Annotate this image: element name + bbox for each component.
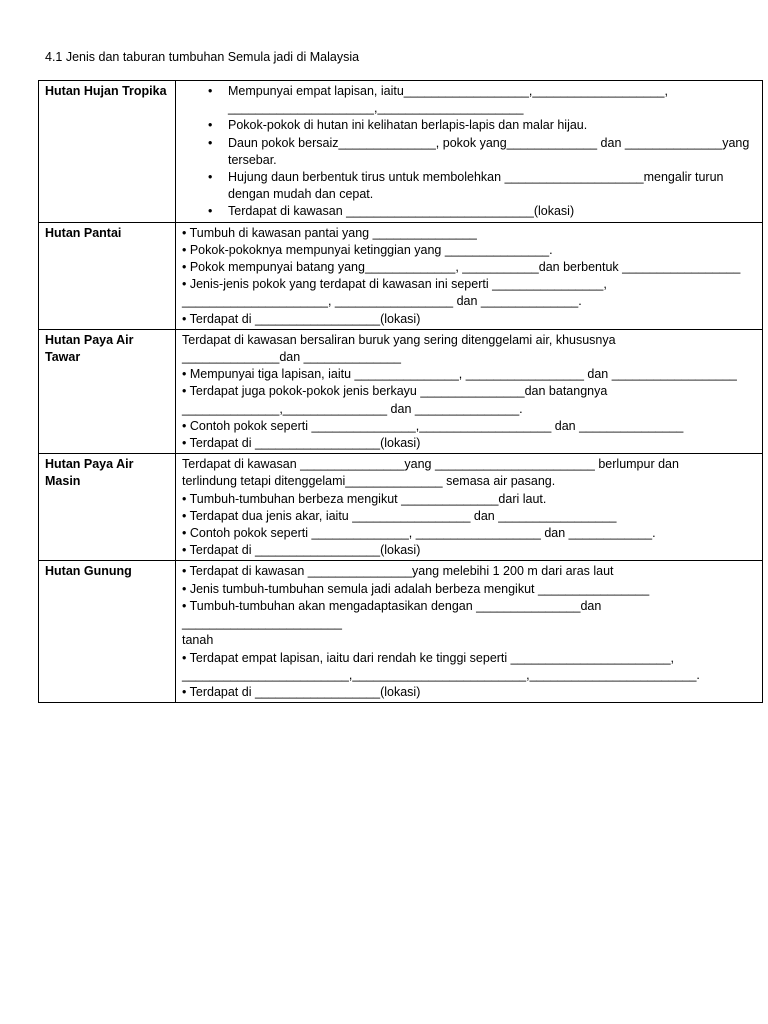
row-content — [176, 81, 763, 223]
content-line: • Terdapat di kawasan _______________yang melebihi 1 200 m dari aras laut — [182, 564, 614, 579]
content-line: ________________________,_________________________,________________________. — [182, 667, 700, 682]
row-label: Hutan Hujan Tropika — [39, 81, 176, 223]
table-row-hutan-gunung — [39, 561, 763, 703]
list-item-text: Mempunyai empat lapisan, iaitu__________________,___________________, — [228, 84, 668, 98]
content-line: • Contoh pokok seperti ______________, __________________ dan ____________. — [182, 526, 656, 541]
list-item-text: Daun pokok bersaiz______________, pokok yang_____________ dan ______________yang — [228, 135, 750, 150]
list-item — [182, 203, 756, 220]
table-row-hutan-pantai — [39, 222, 763, 329]
row-label: Hutan Pantai — [39, 222, 176, 329]
content-line: • Jenis tumbuh-tumbuhan semula jadi adalah berbeza mengikut ________________ — [182, 581, 650, 596]
content-line: ______________,_______________ dan _______________. — [182, 401, 523, 416]
row-label: Hutan Gunung — [39, 561, 176, 703]
list-item-text: dengan mudah dan cepat. — [228, 187, 374, 202]
page-title: 4.1 Jenis dan taburan tumbuhan Semula jadi di Malaysia — [45, 50, 360, 64]
list-item-text: _____________________,_____________________ — [228, 101, 524, 116]
forest-types-table — [38, 80, 763, 703]
content-line: Terdapat di kawasan _______________yang _______________________ berlumpur dan — [182, 457, 679, 472]
content-line: _____________________, _________________ dan ______________. — [182, 294, 582, 309]
bullet-list — [182, 83, 756, 221]
content-line: • Tumbuh di kawasan pantai yang _______________ — [182, 225, 477, 240]
list-item-text: Terdapat di kawasan ___________________________(lokasi) — [228, 204, 575, 219]
list-item-text: Pokok-pokok di hutan ini kelihatan berlapis-lapis dan malar hijau. — [228, 118, 588, 133]
content-line: • Pokok-pokoknya mempunyai ketinggian yang _______________. — [182, 242, 553, 257]
table-row-hutan-paya-air-masin — [39, 454, 763, 561]
row-content — [176, 222, 763, 329]
content-line: • Tumbuh-tumbuhan akan mengadaptasikan dengan _______________dan — [182, 598, 602, 613]
list-item — [182, 117, 756, 134]
list-item — [182, 83, 756, 117]
content-line: • Terdapat juga pokok-pokok jenis berkayu _______________dan batangnya — [182, 384, 608, 399]
list-item — [182, 169, 756, 203]
table-row-hutan-paya-air-tawar — [39, 329, 763, 453]
content-line: terlindung tetapi ditenggelami______________ semasa air pasang. — [182, 474, 556, 489]
content-line: Terdapat di kawasan bersaliran buruk yang sering ditenggelami air, khususnya — [182, 332, 616, 347]
content-line: • Terdapat dua jenis akar, iaitu _________________ dan _________________ — [182, 508, 617, 523]
row-label: Hutan Paya Air Tawar — [39, 329, 176, 453]
content-line: • Tumbuh-tumbuhan berbeza mengikut ______________dari laut. — [182, 491, 547, 506]
content-line: • Pokok mempunyai batang yang_____________, ___________dan berbentuk _________________ — [182, 260, 741, 275]
content-line: • Mempunyai tiga lapisan, iaitu _______________, _________________ dan __________________ — [182, 367, 737, 382]
list-item-text: Hujung daun berbentuk tirus untuk membolehkan ____________________mengalir turun — [228, 170, 724, 185]
content-line: • Terdapat empat lapisan, iaitu dari rendah ke tinggi seperti _______________________, — [182, 650, 675, 665]
content-line: • Terdapat di __________________(lokasi) — [182, 684, 421, 699]
row-content — [176, 329, 763, 453]
content-line: • Jenis-jenis pokok yang terdapat di kawasan ini seperti ________________, — [182, 277, 607, 292]
row-content — [176, 561, 763, 703]
list-item — [182, 135, 756, 169]
content-line: • Terdapat di __________________(lokasi) — [182, 436, 421, 451]
content-line: _______________________ — [182, 616, 342, 631]
content-line: • Terdapat di __________________(lokasi) — [182, 311, 421, 326]
row-content — [176, 454, 763, 561]
content-line: tanah — [182, 633, 214, 648]
table-row-hutan-hujan-tropika — [39, 81, 763, 223]
list-item-text: tersebar. — [228, 152, 277, 167]
content-line: ______________dan ______________ — [182, 350, 401, 365]
content-line: • Contoh pokok seperti _______________,___________________ dan _______________ — [182, 418, 684, 433]
row-label: Hutan Paya Air Masin — [39, 454, 176, 561]
content-line: • Terdapat di __________________(lokasi) — [182, 543, 421, 558]
